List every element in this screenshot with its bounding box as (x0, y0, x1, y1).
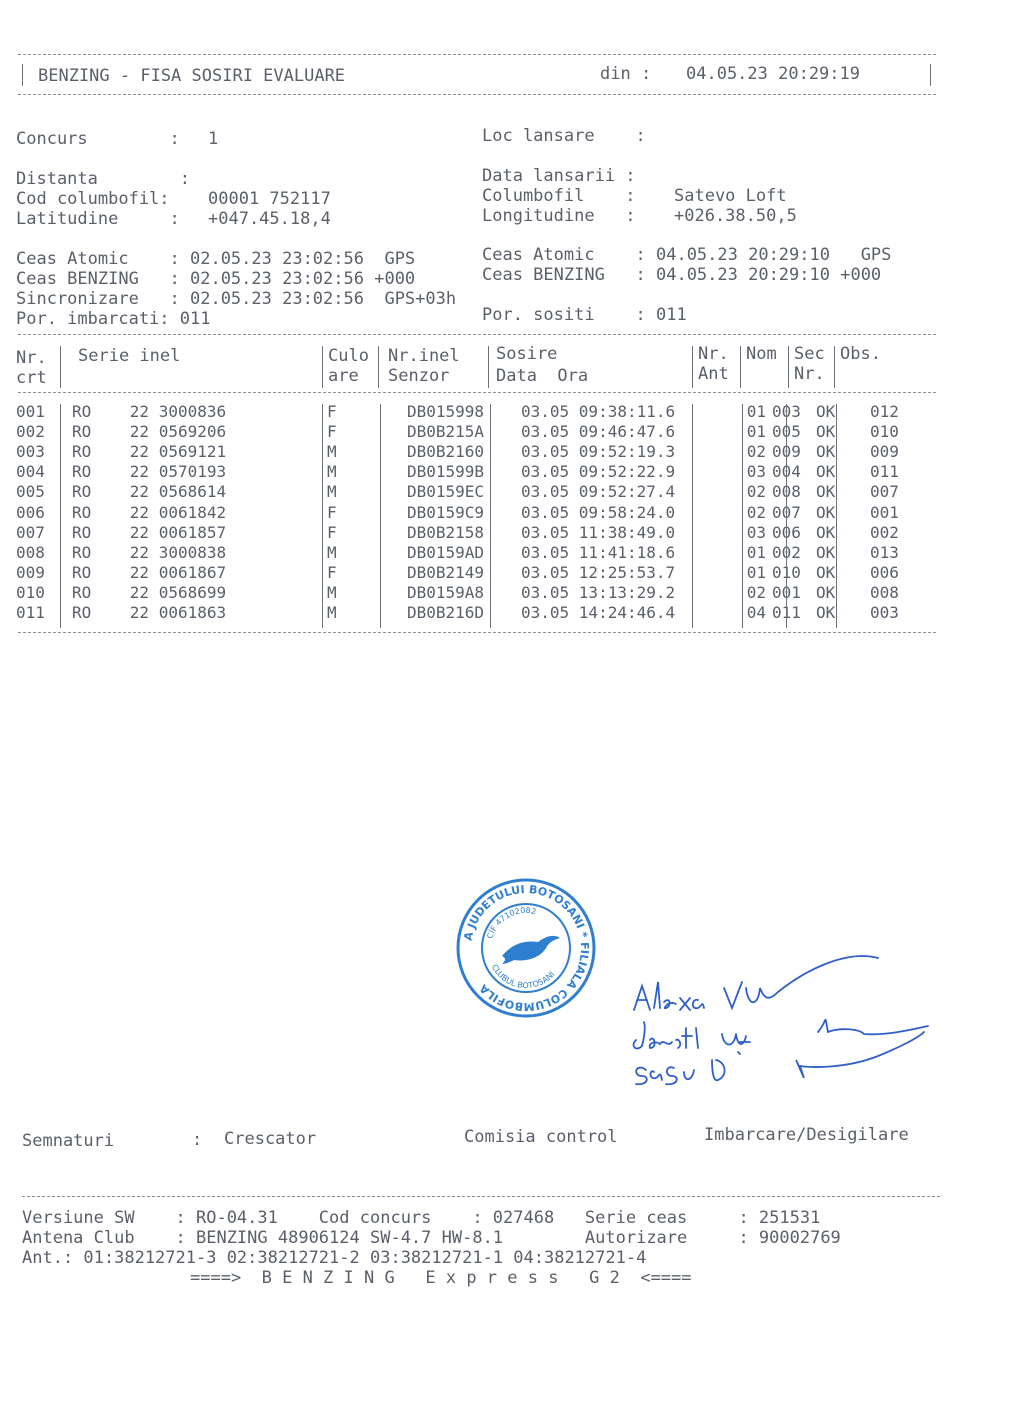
row-antena: 03 (746, 522, 766, 542)
row-obs: 010 (870, 422, 899, 442)
ceas-atomic-right: Ceas Atomic : 04.05.23 20:29:10 GPS (482, 245, 892, 265)
footer-line-antenna: Antena Club : BENZING 48906124 SW-4.7 HW-8.1 Autorizare : 90002769 (22, 1228, 841, 1248)
row-antena: 02 (746, 482, 766, 502)
row-obs: 001 (870, 502, 899, 522)
table-row (16, 502, 930, 522)
row-serie: RO 22 0568699 (72, 582, 227, 602)
col-header-senzor: Senzor (388, 366, 450, 386)
svg-text:CIF 47102082 (485, 906, 537, 940)
row-nr: 002 (16, 422, 45, 442)
row-nr: 006 (16, 502, 45, 522)
latitudine-label: Latitudine : (16, 209, 180, 229)
porumbei-sositi: Por. sositi : 011 (482, 305, 687, 325)
cod-columbofil-label: Cod columbofil: (16, 189, 170, 209)
table-row (16, 402, 930, 422)
row-nom: 005 (772, 422, 801, 442)
row-obs: 006 (870, 562, 899, 582)
row-nom: 001 (772, 582, 801, 602)
col-header-crt: crt (16, 368, 47, 388)
row-nr: 007 (16, 522, 45, 542)
col-header-culo: Culo (328, 346, 369, 366)
row-nom: 009 (772, 442, 801, 462)
col-sep (488, 346, 489, 388)
row-sec: OK (816, 422, 836, 442)
row-antena: 02 (746, 502, 766, 522)
longitudine-value: +026.38.50,5 (674, 206, 797, 226)
concurs-label: Concurs : (16, 129, 180, 149)
row-sex: F (327, 562, 337, 582)
header-right-bar (930, 64, 931, 86)
row-chip: DB0159A8 (407, 582, 485, 602)
table-bottom-rule (18, 632, 936, 633)
col-sep (788, 346, 789, 388)
row-obs: 012 (870, 402, 899, 422)
header-top-rule (18, 54, 936, 55)
row-sex: F (327, 422, 337, 442)
data-lansarii-label: Data lansarii : (482, 166, 636, 186)
row-sec: OK (816, 562, 836, 582)
body-sep-time (692, 404, 693, 628)
row-sex: F (327, 402, 337, 422)
row-culoare (351, 583, 403, 603)
footer-line-ant: Ant.: 01:38212721-3 02:38212721-2 03:38212721-1 04:38212721-4 (22, 1248, 647, 1268)
row-sex: M (327, 442, 337, 462)
ceas-benzing-left: Ceas BENZING : 02.05.23 23:02:56 +000 (16, 269, 416, 289)
latitudine-value: +047.45.18,4 (208, 209, 331, 229)
table-row (16, 543, 930, 563)
porumbei-imbarcati: Por. imbarcati: 011 (16, 309, 211, 329)
body-sep-chip (490, 404, 491, 628)
row-culoare (351, 523, 403, 543)
col-header-serie: Serie inel (78, 346, 181, 366)
row-sec: OK (816, 582, 836, 602)
row-sosire: 03.05 11:38:49.0 (521, 522, 676, 542)
columbofil-label: Columbofil : (482, 186, 636, 206)
row-sex: M (327, 602, 337, 622)
row-culoare (351, 442, 403, 462)
row-sosire: 03.05 09:52:19.3 (521, 442, 676, 462)
col-header-nr: Nr. (16, 348, 47, 368)
row-chip: DB0B215A (407, 422, 485, 442)
col-sep (378, 346, 379, 388)
row-sosire: 03.05 09:52:22.9 (521, 462, 676, 482)
row-serie: RO 22 3000836 (72, 402, 227, 422)
header-din-label: din : (600, 64, 652, 84)
club-stamp (456, 878, 596, 1018)
col-header-obs: Obs. (840, 344, 881, 364)
dove-icon (502, 936, 560, 964)
row-sex: M (327, 462, 337, 482)
row-serie: RO 22 0061857 (72, 522, 227, 542)
body-sep-ok (836, 404, 837, 628)
row-culoare (351, 603, 403, 623)
row-obs: 013 (870, 542, 899, 562)
columbofil-value: Satevo Loft (674, 186, 787, 206)
row-sec: OK (816, 542, 836, 562)
row-sec: OK (816, 502, 836, 522)
row-serie: RO 22 0569206 (72, 422, 227, 442)
row-sosire: 03.05 09:46:47.6 (521, 422, 676, 442)
row-serie: RO 22 0568614 (72, 482, 227, 502)
col-header-sec-nr: Nr. (794, 364, 825, 384)
row-serie: RO 22 0061863 (72, 602, 227, 622)
col-header-nr-ant: Nr. (698, 344, 729, 364)
row-chip: DB0159C9 (407, 502, 485, 522)
row-serie: RO 22 3000838 (72, 542, 227, 562)
row-nom: 010 (772, 562, 801, 582)
row-nr: 008 (16, 542, 45, 562)
arrivals-table (16, 402, 930, 623)
row-sex: M (327, 482, 337, 502)
col-sep (60, 346, 61, 388)
table-row (16, 563, 930, 583)
col-sep (740, 346, 741, 388)
row-nr: 005 (16, 482, 45, 502)
col-header-are: are (328, 366, 359, 386)
body-sep-cul (380, 404, 381, 628)
row-antena: 01 (746, 402, 766, 422)
row-antena: 02 (746, 442, 766, 462)
row-nr: 004 (16, 462, 45, 482)
row-antena: 01 (746, 542, 766, 562)
row-serie: RO 22 0061842 (72, 502, 227, 522)
stamp-inner-top: CIF 47102082 (485, 905, 538, 940)
row-sec: OK (816, 462, 836, 482)
row-chip: DB0B2160 (407, 442, 485, 462)
row-sosire: 03.05 12:25:53.7 (521, 562, 676, 582)
row-chip: DB0159AD (407, 542, 485, 562)
row-nr: 009 (16, 562, 45, 582)
table-row (16, 482, 930, 502)
row-chip: DB0B2149 (407, 562, 485, 582)
row-sosire: 03.05 09:38:11.6 (521, 402, 676, 422)
longitudine-label: Longitudine : (482, 206, 636, 226)
crescator-label: Crescator (224, 1129, 317, 1149)
row-sosire: 03.05 14:24:46.4 (521, 602, 676, 622)
clocks-bottom-rule (18, 334, 936, 335)
cod-columbofil-value: 00001 752117 (208, 189, 331, 209)
ceas-atomic-left: Ceas Atomic : 02.05.23 23:02:56 GPS (16, 249, 416, 269)
concurs-value: 1 (208, 129, 219, 149)
row-obs: 002 (870, 522, 899, 542)
row-culoare (351, 462, 403, 482)
row-sex: F (327, 522, 337, 542)
row-sosire: 03.05 11:41:18.6 (521, 542, 676, 562)
row-nom: 007 (772, 502, 801, 522)
handwritten-signatures (628, 948, 938, 1098)
row-culoare (351, 563, 403, 583)
row-nr: 010 (16, 582, 45, 602)
row-nr: 003 (16, 442, 45, 462)
row-culoare (351, 402, 403, 422)
row-culoare (351, 502, 403, 522)
col-sep (692, 346, 693, 388)
col-header-sec: Sec (794, 344, 825, 364)
col-sep (834, 346, 835, 388)
table-row (16, 523, 930, 543)
row-obs: 003 (870, 602, 899, 622)
row-sex: M (327, 582, 337, 602)
row-nom: 003 (772, 402, 801, 422)
col-header-nom: Nom (746, 344, 777, 364)
row-chip: DB0B2158 (407, 522, 485, 542)
row-sec: OK (816, 482, 836, 502)
footer-line-version: Versiune SW : RO-04.31 Cod concurs : 027468 Serie ceas : 251531 (22, 1208, 821, 1228)
row-sec: OK (816, 442, 836, 462)
row-obs: 009 (870, 442, 899, 462)
col-header-nrinel: Nr.inel (388, 346, 460, 366)
table-row (16, 583, 930, 603)
row-nom: 004 (772, 462, 801, 482)
body-sep-ant (742, 404, 743, 628)
row-serie: RO 22 0570193 (72, 462, 227, 482)
loc-lansare-label: Loc lansare : (482, 126, 646, 146)
body-sep-nom (786, 404, 787, 628)
row-chip: DB0B216D (407, 602, 485, 622)
row-antena: 02 (746, 582, 766, 602)
row-chip: DB015998 (407, 402, 485, 422)
row-obs: 011 (870, 462, 899, 482)
col-header-data-ora: Data Ora (496, 366, 589, 386)
row-nom: 008 (772, 482, 801, 502)
ceas-benzing-right: Ceas BENZING : 04.05.23 20:29:10 +000 (482, 265, 882, 285)
document-title: BENZING - FISA SOSIRI EVALUARE (38, 66, 346, 86)
row-obs: 007 (870, 482, 899, 502)
row-culoare (351, 543, 403, 563)
table-row (16, 462, 930, 482)
stamp-inner-bottom: CLUBUL BOTOSANI (489, 962, 557, 991)
body-sep-nr (60, 404, 61, 628)
row-sex: M (327, 542, 337, 562)
table-row (16, 422, 930, 442)
comisia-control-label: Comisia control (464, 1127, 618, 1147)
table-row (16, 603, 930, 623)
row-serie: RO 22 0061867 (72, 562, 227, 582)
row-culoare (351, 482, 403, 502)
body-sep-sex (322, 404, 323, 628)
row-nr: 001 (16, 402, 45, 422)
table-row (16, 442, 930, 462)
row-sosire: 03.05 09:52:27.4 (521, 482, 676, 502)
row-sec: OK (816, 522, 836, 542)
sincronizare: Sincronizare : 02.05.23 23:02:56 GPS+03h (16, 289, 457, 309)
header-bottom-rule (18, 94, 936, 95)
stamp-outer-text: A JUDETULUI BOTOSANI * FILIALA COLUMBOFILA (461, 882, 592, 1014)
footer-top-rule (22, 1196, 940, 1197)
row-sec: OK (816, 402, 836, 422)
row-antena: 01 (746, 562, 766, 582)
row-sec: OK (816, 602, 836, 622)
row-obs: 008 (870, 582, 899, 602)
footer-line-brand: ====> B E N Z I N G E x p r e s s G 2 <==== (190, 1268, 692, 1288)
row-chip: DB0159EC (407, 482, 485, 502)
row-nom: 011 (772, 602, 801, 622)
distanta-label: Distanta : (16, 169, 190, 189)
row-nom: 002 (772, 542, 801, 562)
header-left-bar (22, 64, 23, 86)
row-antena: 03 (746, 462, 766, 482)
col-header-sosire: Sosire (496, 344, 558, 364)
row-chip: DB01599B (407, 462, 485, 482)
semnaturi-colon: : (192, 1130, 203, 1150)
row-sex: F (327, 502, 337, 522)
col-header-ant: Ant (698, 364, 729, 384)
col-sep (322, 346, 323, 388)
row-culoare (351, 422, 403, 442)
row-antena: 01 (746, 422, 766, 442)
header-datetime: 04.05.23 20:29:19 (686, 64, 860, 84)
row-sosire: 03.05 13:13:29.2 (521, 582, 676, 602)
row-nom: 006 (772, 522, 801, 542)
table-header-rule (18, 392, 936, 393)
row-nr: 011 (16, 602, 45, 622)
imbarcare-label: Imbarcare/Desigilare (704, 1125, 909, 1145)
semnaturi-label: Semnaturi (22, 1131, 115, 1151)
row-sosire: 03.05 09:58:24.0 (521, 502, 676, 522)
row-serie: RO 22 0569121 (72, 442, 227, 462)
row-antena: 04 (746, 602, 766, 622)
